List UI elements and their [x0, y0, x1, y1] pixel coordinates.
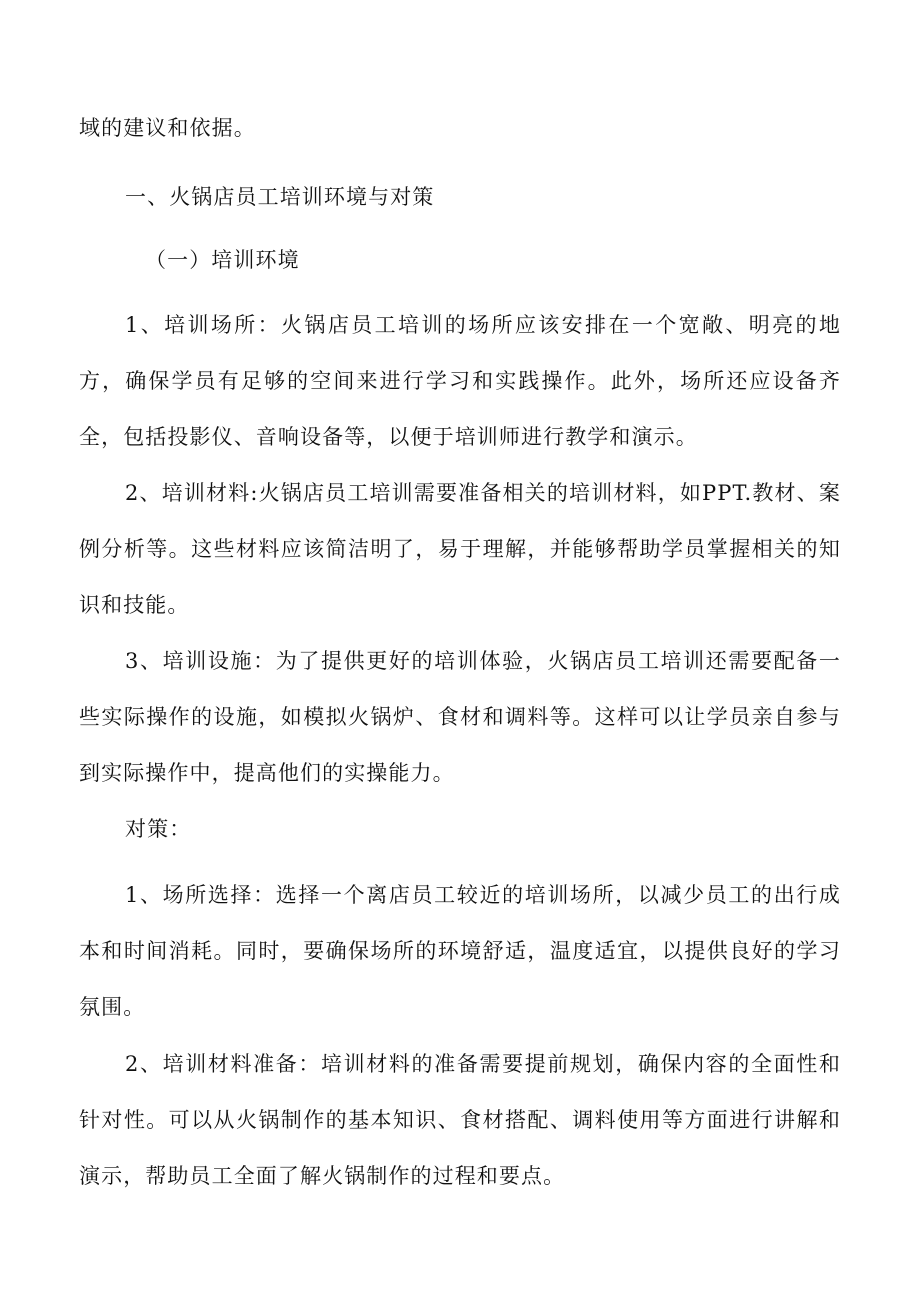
venue-selection-paragraph: 1、场所选择：选择一个离店员工较近的培训场所，以减少员工的出行成本和时间消耗。同时，要确保场所的环境舒适，温度适宜，以提供良好的学习氛围。	[79, 883, 841, 1019]
countermeasures-label: 对策：	[125, 817, 192, 841]
training-facilities-paragraph: 3、培训设施：为了提供更好的培训体验，火锅店员工培训还需要配备一些实际操作的设施，如模拟火锅炉、食材和调料等。这样可以让学员亲自参与到实际操作中，提高他们的实操能力。	[79, 649, 841, 785]
continuation-paragraph: 域的建议和依据。	[79, 116, 256, 140]
section-heading: 一、火锅店员工培训环境与对策	[125, 185, 435, 209]
materials-preparation-paragraph: 2、培训材料准备：培训材料的准备需要提前规划，确保内容的全面性和针对性。可以从火锅制作的基本知识、食材搭配、调料使用等方面进行讲解和演示，帮助员工全面了解火锅制作的过程和要点。	[79, 1052, 841, 1188]
training-materials-paragraph: 2、培训材料:火锅店员工培训需要准备相关的培训材料，如PPT.教材、案例分析等。这些材料应该简洁明了，易于理解，并能够帮助学员掌握相关的知识和技能。	[79, 481, 841, 617]
training-venue-paragraph: 1、培训场所：火锅店员工培训的场所应该安排在一个宽敞、明亮的地方，确保学员有足够的空间来进行学习和实践操作。此外，场所还应设备齐全，包括投影仪、音响设备等，以便于培训师进行教学和演示。	[79, 313, 841, 449]
subsection-heading: （一）培训环境	[145, 248, 300, 272]
